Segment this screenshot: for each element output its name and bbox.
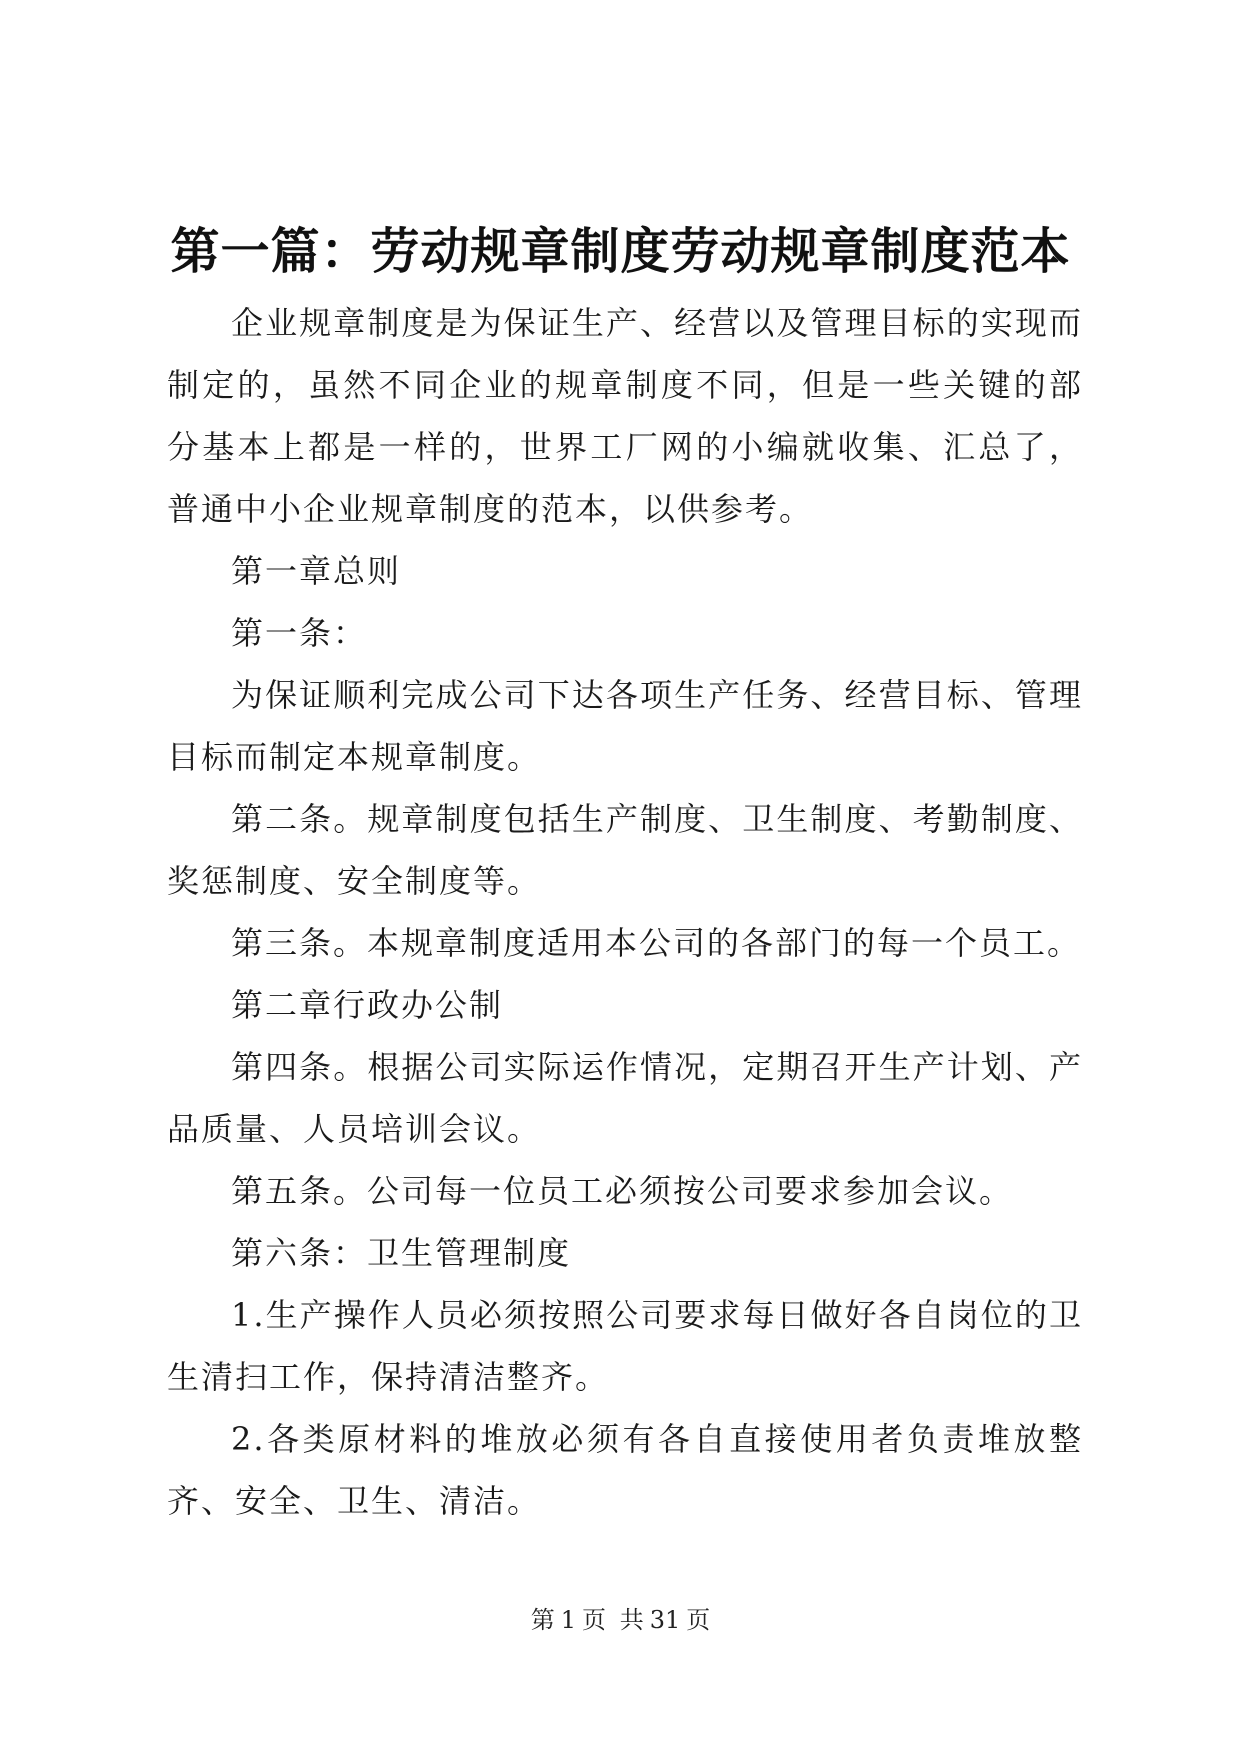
paragraph-article-1: 为保证顺利完成公司下达各项生产任务、经营目标、管理目标而制定本规章制度。 <box>167 676 1083 776</box>
page-footer <box>0 1605 1241 1635</box>
page-label-suffix: 页 <box>582 1606 607 1634</box>
total-label-suffix: 页 <box>686 1606 711 1634</box>
total-label-prefix: 共 <box>619 1606 644 1634</box>
document-body <box>167 292 1083 1532</box>
paragraph-article-4: 第四条。根据公司实际运作情况，定期召开生产计划、产品质量、人员培训会议。 <box>167 1048 1083 1148</box>
current-page-number: 1 <box>560 1606 577 1634</box>
document-title: 第一篇：劳动规章制度劳动规章制度范本 <box>170 223 1071 280</box>
chapter-heading-2: 第二章行政办公制 <box>231 986 504 1024</box>
chapter-heading-1: 第一章总则 <box>231 552 402 590</box>
paragraph-article-5: 第五条。公司每一位员工必须按公司要求参加会议。 <box>231 1172 1014 1210</box>
total-page-number: 31 <box>649 1606 681 1634</box>
paragraph-article-6: 第六条：卫生管理制度 <box>231 1234 572 1272</box>
paragraph-article-3: 第三条。本规章制度适用本公司的各部门的每一个员工。 <box>231 924 1082 962</box>
paragraph-article-2: 第二条。规章制度包括生产制度、卫生制度、考勤制度、奖惩制度、安全制度等。 <box>167 800 1083 900</box>
list-item-2: 2.各类原材料的堆放必须有各自直接使用者负责堆放整齐、安全、卫生、清洁。 <box>167 1420 1083 1520</box>
page-label-prefix: 第 <box>530 1606 555 1634</box>
paragraph-intro: 企业规章制度是为保证生产、经营以及管理目标的实现而制定的，虽然不同企业的规章制度不同，但是一些关键的部分基本上都是一样的，世界工厂网的小编就收集、汇总了，普通中小企业规章制度的范本，以供参考。 <box>167 304 1083 528</box>
list-item-1: 1.生产操作人员必须按照公司要求每日做好各自岗位的卫生清扫工作，保持清洁整齐。 <box>167 1296 1083 1396</box>
article-heading-1: 第一条： <box>231 614 368 652</box>
